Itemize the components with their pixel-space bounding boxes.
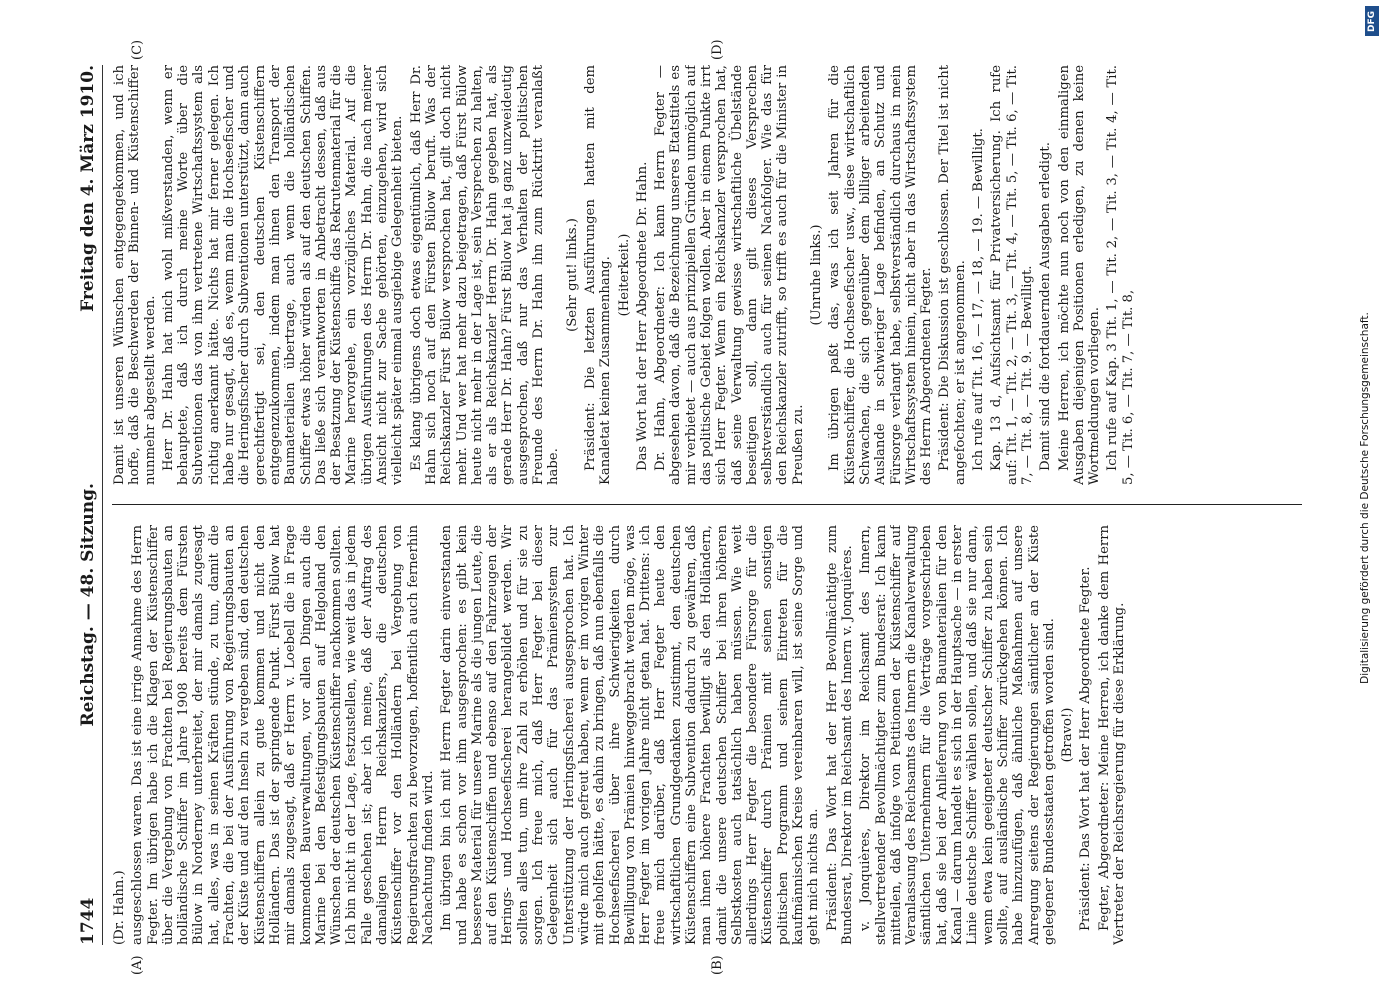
rotated-page-content (70, 39, 1310, 975)
paragraph: Kap. 13 d, Aufsichtsamt für Privatversicherung. Ich rufe auf: Tit. 1, — Tit. 2, — Tit. 3, — Tit. 4, — Tit. 5, — Tit. 6, — Tit. 7, — Tit. 8, — Tit. 9. — Bewilligt. (989, 65, 1035, 485)
paragraph: Fegter, Abgeordneter: Meine Herren, ich danke dem Herrn Vertreter der Reichsregierung für diese Erklärung. (1096, 525, 1127, 945)
interjection: (Heiterkeit.) (616, 233, 632, 317)
paragraph: Damit ist unseren Wünschen entgegengekommen, und ich hoffe, daß die Beschwerden der Binnen- und Küstenschiffer nunmehr abgestellt werden. (112, 65, 158, 485)
margin-marker-b: (B) (710, 955, 725, 975)
margin-marker-a: (A) (130, 955, 145, 975)
paragraph: Im übrigen bin ich mit Herrn Fegter darin einverstanden und habe es schon vor ihm ausgesprochen: es gibt kein besseres Material für unsere Marine als die jungen Leute, die auf den Küstenschiffen und ebenso auf den Fahrzeugen der Herings- und Hochseefischerei herangebildet werden. Wir sollten alles tun, um ihre Zahl zu erhöhen und für sie zu sorgen. Ich freue mich, daß Herr Fegter bei dieser Gelegenheit sich auch für das Prämiensystem zur Unterstützung der Heringsfischerei ausgesprochen hat. Ich würde mich auch gefreut haben, wenn er im vorigen Winter mit geholfen hätte, es dahin zu bringen, daß nun ebenfalls die Hochseefischerei über ihre Schwierigkeiten durch Bewilligung von Prämien hinweggebracht werden möge, was Herr Fegter im vorigen Jahre nicht getan hat. Drittens: ich freue mich darüber, daß Herr Fegter heute den wirtschaftlichen Grundgedanken zustimmt, den deutschen Küstenschiffern eine Subvention dadurch zu gewähren, daß man ihnen höhere Frachten bewilligt als den Holländern, damit die unsere deutschen Schiffer bei ihren höheren Selbstkosten auch tatsächlich haben müssen. Wie weit allerdings Herr Fegter die besondere Fürsorge für die Küstenschiffer durch Prämien mit seinen sonstigen politischen Programm und seinem Eintreten für die kaufmännischen Kreise vereinbaren will, ist seine Sorge und geht mich nichts an. (439, 525, 822, 945)
digitization-note: Digitalisierung gefördert durch die Deutsche Forschungsgemeinschaft. (1359, 312, 1371, 684)
header-left-title: Reichstag. — 48. Sitzung. (78, 483, 98, 727)
paragraph: Das Wort hat der Herr Abgeordnete Dr. Hahn. (634, 161, 650, 471)
column-divider (112, 504, 1302, 505)
page-header (70, 65, 98, 945)
paragraph: Präsident: Das Wort hat der Herr Bevollmächtigte zum Bundesrat, Direktor im Reichsamt des Innern v. Jonquières. (824, 525, 855, 945)
paragraph: Ich rufe auf Kap. 3 Tit. 1, — Tit. 2, — Tit. 3, — Tit. 4, — Tit. 5, — Tit. 6, — Tit. 7, — Tit. 8, (1105, 65, 1136, 485)
paragraph: Herr Dr. Hahn hat mich wohl mißverstanden, wenn er behauptete, daß ich durch meine Worte über die Subventionen das von ihm vertretene Wirtschaftssystem als richtig anerkannt hätte. Nichts hat mir ferner gelegen. Ich habe nur gesagt, daß es, wenn man die Hochseefischer und die Heringsfischer durch Subventionen unterstützt, dann auch gerechtfertigt sei, den deutschen Küstenschiffern entgegenzukommen, indem man ihnen den Transport der Baumaterialien übertrage, auch wenn die holländischen Schiffer etwas höher würden als auf den deutschen Schiffen. Das ließe sich verantworten in Anbetracht dessen, daß aus der Besatzung der Küstenschiffe das Rekrutenmaterial für die Marine hervorgehe, ein vorzügliches Material. Auf die übrigen Ausführungen des Herrn Dr. Hahn, die nach meiner Ansicht nicht zur Sache gehörten, einzugehen, wird sich vielleicht später einmal ausgiebige Gelegenheit bieten. (160, 65, 406, 485)
paragraph: ausgeschlossen waren. Das ist eine irrige Annahme des Herrn Fegter. Im übrigen habe ich die Klagen der Küstenschiffer über die Vergebung von Frachten bei Regierungsbauten an holländische Schiffer im Jahre 1908 bereits dem Fürsten Bülow in Norderney unterbreitet, der mir damals zugesagt hat, alles, was in seinen Kräften stünde, zu tun, damit die Frachten, die bei der Ausführung von Regierungsbauten an der Küste und auf den Inseln zu vergeben sind, den deutschen Küstenschiffern allein zu gute kommen und nicht den Holländern. Das ist der springende Punkt. Fürst Bülow hat mir damals zugesagt, daß er Herrn v. Loebell die in Frage kommenden Bauverwaltungen, vor allen Dingen auch die Marine bei den Befestigungsbauten auf Helgoland den Wünschen der deutschen Küstenschiffer nachkommen sollten. Ich bin nicht in der Lage, festzustellen, wie weit das in jedem Falle geschehen ist; aber ich meine, daß der Auftrag des damaligen Herrn Reichskanzlers, die deutschen Küstenschiffer vor den Holländern bei Vergebung von Regierungsfrachten zu bevorzugen, hoffentlich auch fernerhin Nachachtung finden wird. (130, 525, 436, 945)
margin-marker-d: (D) (710, 39, 725, 60)
paragraph: Ich rufe auf Tit. 16, — 17, — 18, — 19. — Bewilligt. (971, 128, 987, 471)
interjection: (Sehr gut! links.) (564, 218, 580, 332)
paragraph: Dr. Hahn, Abgeordneter: Ich kann Herrn Fegter — abgesehen davon, daß die Bezeichnung unseres Etatstitels es mir verbietet — auch aus prinzipiellen Gründen unmöglich auf das politische Gebiet folgen wollen. Aber in einem Punkte irrt sich Herr Fegter. Wenn ein Reichskanzler versprochen hat, daß seine Verwaltung gewisse wirtschaftliche Übelstände beseitigen soll, dann gilt dieses Versprechen selbstverständlich auch für seinen Nachfolger. Wie das für den Reichskanzler zutrifft, so trifft es auch für die Minister in Preußen zu. (653, 65, 806, 485)
paragraph: Präsident: Die Diskussion ist geschlossen. Der Titel ist nicht angefochten; er ist angenommen. (937, 65, 968, 485)
margin-marker-c: (C) (130, 39, 145, 60)
header-rule (102, 65, 103, 945)
speaker-continuation: (Dr. Hahn.) (112, 870, 127, 945)
dfg-logo: DFG (1365, 6, 1379, 36)
header-right-title: Freitag den 4. März 1910. (78, 65, 98, 312)
page-number: 1744 (78, 897, 98, 945)
right-column (112, 65, 1302, 485)
document-page (40, 30, 1340, 980)
paragraph: Präsident: Das Wort hat der Herr Abgeordnete Fegter. (1078, 566, 1094, 931)
paragraph: Im übrigen paßt das, was ich seit Jahren für die Küstenschiffer, die Hochseefischer usw., diese wirtschaftlich Schwachen, die sich gegenüber dem billiger arbeitenden Auslande in schwieriger Lage befinden, an Schutz und Fürsorge verlangt habe, selbstverständlich durchaus in mein Wirtschaftssystem hinein, nicht aber in das Wirtschaftssystem des Herrn Abgeordneten Fegter. (827, 65, 935, 485)
paragraph: Meine Herren, ich möchte nun noch von den einmaligen Ausgaben diejenigen Positionen erledigen, zu denen keine Wortmeldungen vorliegen. (1056, 65, 1103, 485)
paragraph: v. Jonquières, Direktor im Reichsamt des Innern, stellvertretender Bevollmächtigter zum Bundesrat: Ich kann mitteilen, daß infolge von Petitionen der Küstenschiffer auf Veranlassung des Reichsamts des Innern die Kanalverwaltung sämtlichen Unternehmern für die Verträge vorgeschrieben hat, daß sie bei der Anlieferung von Baumaterialien für den Kanal — darum handelt es sich in der Hauptsache — in erster Linie deutsche Schiffer wählen sollen, und daß sie nur dann, wenn etwa kein geeigneter deutscher Schiffer zu haben sein sollte, auf ausländische Schiffer zurückgehen können. Ich habe hinzuzufügen, daß ähnliche Maßnahmen auf unsere Anregung seitens der Regierungen sämtlicher an der Küste gelegener Bundesstaaten getroffen worden sind. (858, 525, 1057, 945)
digitization-footer (1347, 8, 1383, 988)
paragraph: Es klang übrigens doch etwas eigentümlich, daß Herr Dr. Hahn sich noch auf den Fürsten Bülow beruft. Was der Reichskanzler Fürst Bülow versprochen hat, gilt doch nicht mehr. Und wer hat mehr dazu beigetragen, daß Fürst Bülow heute nicht mehr in der Lage ist, sein Versprechen zu halten, als er als Reichskanzler Herrn Dr. Hahn gegeben hat, als gerade Herr Dr. Hahn? Fürst Bülow hat ja ganz unzweideutig ausgesprochen, daß nur das Verhalten der politischen Freunde des Herrn Dr. Hahn ihn zum Rücktritt veranlaßt habe. (408, 65, 562, 485)
paragraph: Damit sind die fortdauernden Ausgaben erledigt. (1038, 142, 1054, 471)
paragraph: Präsident: Die letzten Ausführungen hatten mit dem Kanaletat keinen Zusammenhang. (582, 65, 614, 485)
interjection: (Unruhe links.) (809, 224, 825, 326)
left-column (112, 525, 1302, 945)
interjection: (Bravo!) (1060, 707, 1076, 763)
